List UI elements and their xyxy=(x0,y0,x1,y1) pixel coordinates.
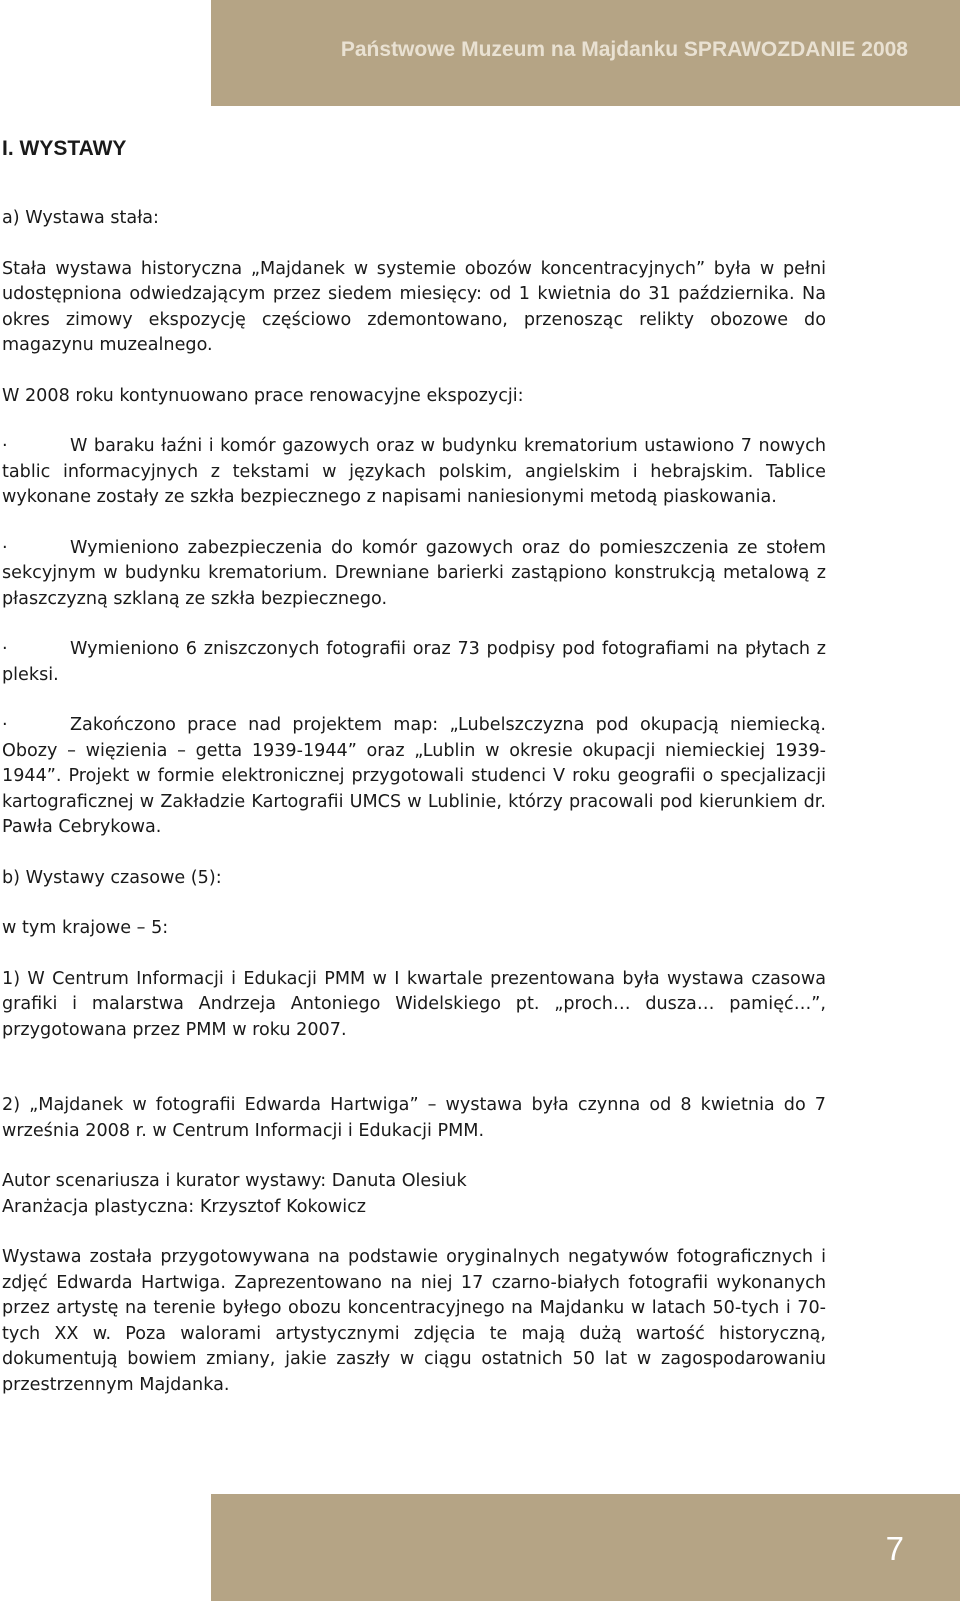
report-header-title: Państwowe Muzeum na Majdanku SPRAWOZDANIE 2008 xyxy=(340,38,908,61)
bullet-item-3 xyxy=(2,637,826,688)
permanent-exhibition-heading: a) Wystawa stała: xyxy=(2,208,159,228)
bullet-item-1 xyxy=(2,434,826,511)
bullet-dot: · xyxy=(2,639,8,659)
bullet-dot: · xyxy=(2,715,8,735)
section-heading: I. WYSTAWY xyxy=(2,137,127,160)
bullet-text: Zakończono prace nad projektem map: „Lubelszczyzna pod okupacją niemiecką. Obozy – więzienia – getta 1939-1944” oraz „Lublin w okresie okupacji niemieckiej 1939-1944”. Projekt w formie elektronicznej przygotowali studenci V roku geografii o specjalizacji kartograficznej w Zakładzie Kartografii UMCS w Lublinie, którzy pracowali pod kierunkiem dr. Pawła Cebrykowa. xyxy=(2,715,826,837)
bullet-text: Wymieniono 6 zniszczonych fotografii oraz 73 podpisy pod fotografiami na płytach z pleksi. xyxy=(2,639,826,685)
exhibition-description: Wystawa została przygotowywana na podstawie oryginalnych negatywów fotograficznych i zdjęć Edwarda Hartwiga. Zaprezentowano na niej 17 czarno-białych fotografii wykonanych przez artystę na terenie byłego obozu koncentracyjnego na Majdanku w latach 50-tych i 70-tych XX w. Poza walorami artystycznymi zdjęcia te mają dużą wartość historyczną, dokumentują bowiem zmiany, jakie zaszły w ciągu ostatnich 50 lat w zagospodarowaniu przestrzennym Majdanka. xyxy=(2,1247,826,1395)
header-band xyxy=(211,0,960,106)
exhibition-credits: Autor scenariusza i kurator wystawy: Danuta Olesiuk Aranżacja plastyczna: Krzysztof Kokowicz xyxy=(2,1171,467,1217)
document-body xyxy=(2,128,826,1398)
bullet-item-4 xyxy=(2,713,826,841)
bullet-dot: · xyxy=(2,436,8,456)
bullet-text: W baraku łaźni i komór gazowych oraz w budynku krematorium ustawiono 7 nowych tablic informacyjnych z tekstami w językach polskim, angielskim i hebrajskim. Tablice wykonane zostały ze szkła bezpiecznego z napisami naniesionymi metodą piaskowania. xyxy=(2,436,826,507)
page-number: 7 xyxy=(885,1530,904,1567)
footer-band xyxy=(211,1494,960,1601)
permanent-exhibition-intro: Stała wystawa historyczna „Majdanek w systemie obozów koncentracyjnych” była w pełni udostępniona odwiedzającym przez siedem miesięcy: od 1 kwietnia do 31 października. Na okres zimowy ekspozycję częściowo zdemontowano, przenosząc relikty obozowe do magazynu muzealnego. xyxy=(2,258,826,355)
bullet-dot: · xyxy=(2,537,8,558)
renovation-intro: W 2008 roku kontynuowano prace renowacyjne ekspozycji: xyxy=(2,385,524,406)
temporary-exhibitions-heading: b) Wystawy czasowe (5): xyxy=(2,867,222,888)
domestic-count: w tym krajowe – 5: xyxy=(2,918,169,938)
exhibition-item-2: 2) „Majdanek w fotografii Edwarda Hartwiga” – wystawa była czynna od 8 kwietnia do 7 września 2008 r. w Centrum Informacji i Edukacji PMM. xyxy=(2,1095,826,1141)
exhibition-item-1: 1) W Centrum Informacji i Edukacji PMM w I kwartale prezentowana była wystawa czasowa grafiki i malarstwa Andrzeja Antoniego Widelskiego pt. „proch… dusza… pamięć…”, przygotowana przez PMM w roku 2007. xyxy=(2,968,826,1040)
bullet-text: Wymieniono zabezpieczenia do komór gazowych oraz do pomieszczenia ze stołem sekcyjnym w budynku krematorium. Drewniane barierki zastąpiono konstrukcją metalową z płaszczyzną szklaną ze szkła bezpiecznego. xyxy=(2,537,826,609)
bullet-item-2 xyxy=(2,536,826,613)
